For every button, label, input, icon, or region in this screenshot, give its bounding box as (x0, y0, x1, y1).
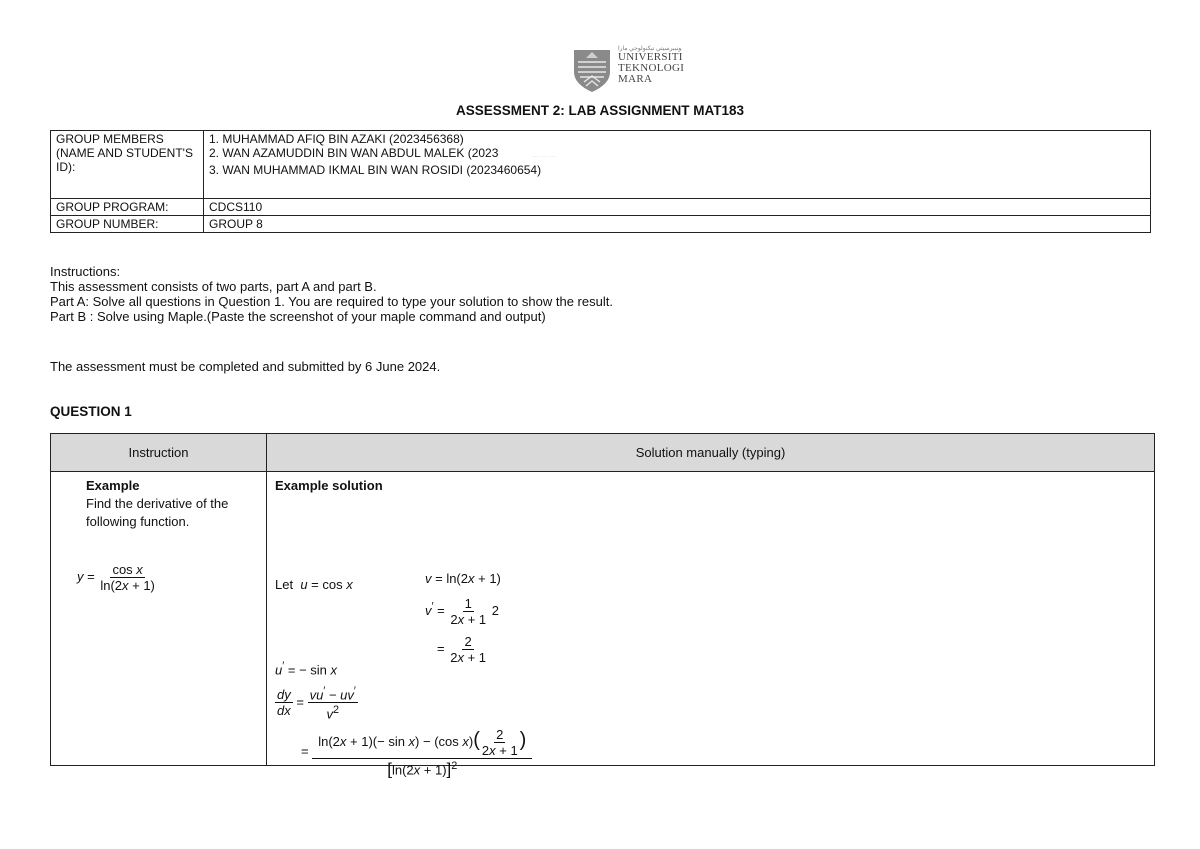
group-number-row (51, 216, 1151, 233)
members-row (51, 131, 1151, 199)
members-cell (204, 131, 1151, 199)
logo-line-1: UNIVERSITI (618, 51, 683, 63)
quotient-rule: $\frac{dy}{dx}$ = $\frac{vu' - uv'}{v^2}$ (277, 685, 356, 722)
question-heading: QUESTION 1 (50, 404, 132, 419)
university-logo (570, 46, 710, 96)
group-number-value: GROUP 8 (204, 216, 1151, 233)
instruction-line-1: This assessment consists of two parts, part A and part B. (50, 279, 377, 294)
member-1: 1. MUHAMMAD AFIQ BIN AZAKI (2023456368) (209, 132, 464, 146)
logo-jawi-text: ﻮﻨﻴﺒﺮﺳﻴﺘﻲ ﺗﻴﻜﻨﻮﻟﻮﺟﻲ ﻣﺎرا (618, 46, 682, 52)
example-solution-cell (267, 472, 1155, 779)
example-instruction-cell (51, 472, 267, 766)
substituted-result: = ln(2x + 1)(− sin x) − (cos x)( $\frac{2}{2x + 1}$ ) $[\ln(2x + 1)]^2$ (301, 727, 532, 777)
solution-column-header: Solution manually (typing) (267, 434, 1155, 472)
due-date-text: The assessment must be completed and submitted by 6 June 2024. (50, 359, 441, 374)
member-2 (209, 146, 1145, 163)
let-label: Let (275, 577, 294, 592)
program-row (51, 199, 1151, 216)
example-function: y = $\frac{\text{cos x}}{\ln(2x + 1)}$ (77, 562, 155, 593)
example-text: Find the derivative of the following function. (86, 496, 229, 529)
logo-line-2: TEKNOLOGI (618, 62, 685, 74)
v-equation: v = ln(2x + 1) (425, 571, 501, 586)
example-row (51, 472, 1155, 766)
logo-line-3: MARA (618, 73, 653, 85)
instruction-line-2: Part A: Solve all questions in Question 1. You are required to type your solution to show the result. (50, 294, 613, 309)
group-info-table (50, 130, 1151, 233)
v-prime-simplified: = $\frac{2}{2x + 1}$ (437, 634, 486, 665)
instructions-heading: Instructions: (50, 264, 121, 279)
question-header-row (51, 434, 1155, 472)
instructions-block (50, 264, 613, 324)
members-label: GROUP MEMBERS (NAME AND STUDENT'S ID): (51, 131, 204, 199)
member-2-faint: ……… (532, 152, 557, 159)
u-prime-equation: u′ = − sin x (275, 660, 338, 678)
group-number-label: GROUP NUMBER: (51, 216, 204, 233)
document-title: ASSESSMENT 2: LAB ASSIGNMENT MAT183 (455, 103, 745, 118)
program-label: GROUP PROGRAM: (51, 199, 204, 216)
solution-title: Example solution (275, 478, 383, 493)
let-u-equation: Let u = cos x (275, 577, 353, 592)
instruction-column-header: Instruction (51, 434, 267, 472)
member-3: 3. WAN MUHAMMAD IKMAL BIN WAN ROSIDI (2023460654) (209, 163, 542, 177)
v-prime-equation: v′ = $\frac{1}{2x + 1}$ 2 (425, 596, 499, 627)
example-title: Example (86, 478, 140, 493)
instruction-line-3: Part B : Solve using Maple.(Paste the screenshot of your maple command and output) (50, 309, 546, 324)
member-2-text: 2. WAN AZAMUDDIN BIN WAN ABDUL MALEK (2023 (209, 146, 499, 160)
uitm-crest-icon (570, 46, 614, 94)
program-value: CDCS110 (204, 199, 1151, 216)
question-table (50, 433, 1155, 779)
